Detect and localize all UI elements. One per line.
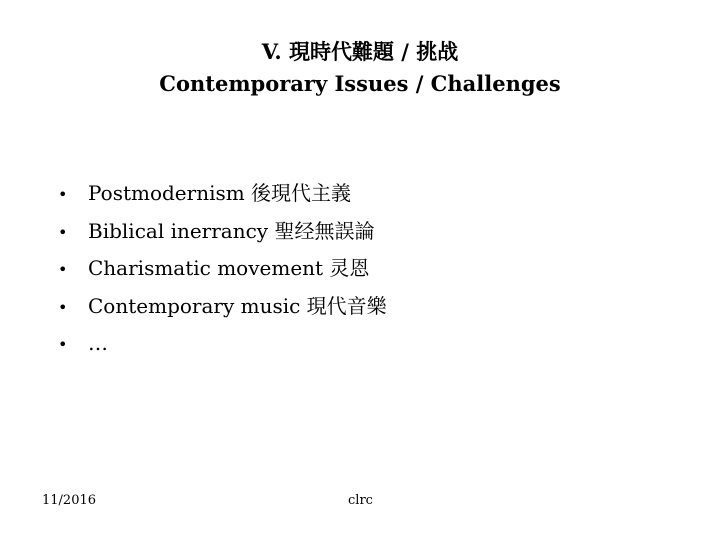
bullet-item-postmodernism xyxy=(58,175,387,213)
bullet-list xyxy=(58,175,387,363)
bullet-text: Postmodernism 後現代主義 xyxy=(88,181,352,205)
bullet-marker: • xyxy=(58,185,68,204)
bullet-item-charismatic-movement xyxy=(58,250,387,288)
bullet-marker: • xyxy=(58,260,68,279)
slide-title xyxy=(0,36,720,100)
title-line-chinese: V. 現時代難題 / 挑战 xyxy=(261,39,459,64)
bullet-text: … xyxy=(88,331,108,355)
bullet-marker: • xyxy=(58,297,68,317)
bullet-text: Charismatic movement 灵恩 xyxy=(88,256,370,280)
bullet-item-contemporary-music xyxy=(58,288,387,326)
bullet-marker: • xyxy=(58,222,68,242)
bullet-marker: • xyxy=(58,335,68,354)
bullet-item-ellipsis xyxy=(58,325,387,363)
footer-date: 11/2016 xyxy=(42,493,97,508)
bullet-item-biblical-inerrancy xyxy=(58,213,387,251)
bullet-text: Biblical inerrancy 聖经無誤論 xyxy=(88,218,375,243)
footer-label: clrc xyxy=(348,493,373,508)
bullet-text: Contemporary music 現代音樂 xyxy=(88,293,387,318)
title-line-english: Contemporary Issues / Challenges xyxy=(159,71,561,96)
